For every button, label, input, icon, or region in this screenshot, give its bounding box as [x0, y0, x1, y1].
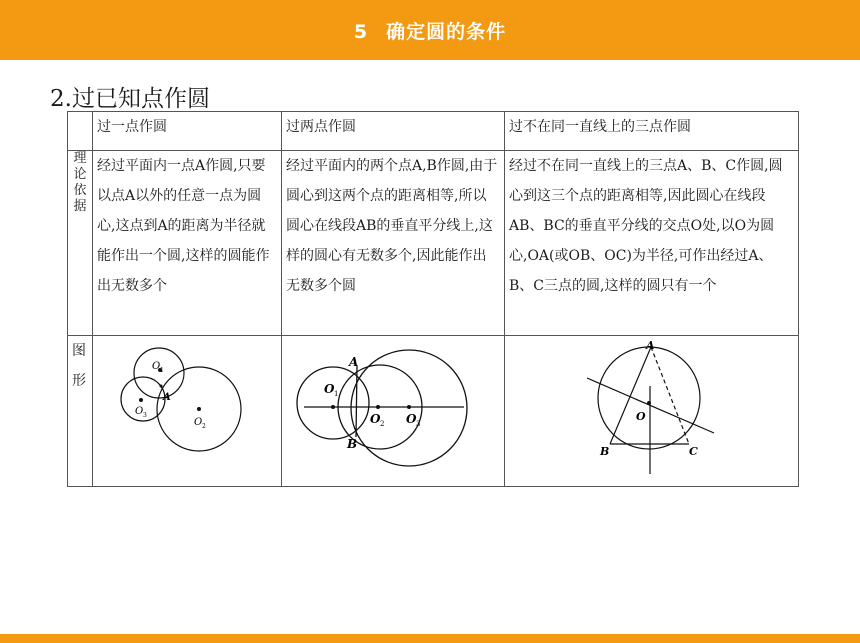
label-b: B	[347, 437, 358, 451]
label-o3: O	[135, 406, 144, 417]
figure-one-point	[97, 336, 277, 486]
label-a: A	[349, 355, 359, 369]
table-cell: 经过平面内一点A作圆,只要以点A以外的任意一点为圆心,这点到A的距离为半径就能作出一个圆,这样的圆能作出无数多个	[93, 151, 282, 336]
label-o2-sub: 2	[202, 423, 206, 430]
figure-two-points	[286, 336, 500, 486]
corner-cell	[68, 112, 93, 151]
table-cell: 经过平面内的两个点A,B作圆,由于圆心到这两个点的距离相等,所以圆心在线段AB的垂直平分线上,这样的圆心有无数多个,因此能作出无数多个圆	[282, 151, 505, 336]
table-row	[68, 336, 799, 487]
center-o1	[331, 405, 335, 409]
row-label-text: 图形	[72, 343, 86, 389]
center-o	[647, 401, 651, 405]
label-o2-sub: 2	[380, 420, 385, 428]
label-o3: O	[406, 412, 417, 426]
figure-three-points	[509, 336, 794, 486]
label-o2: O	[194, 417, 203, 428]
label-o3-sub: 3	[143, 412, 147, 419]
comparison-table	[67, 111, 799, 487]
table-cell: 经过不在同一直线上的三点A、B、C作圆,圆心到这三个点的距离相等,因此圆心在线段AB、BC的垂直平分线的交点O处,以O为圆心,OA(或OB、OC)为半径,可作出经过A、B、C三点的圆,这样的圆只有一个	[505, 151, 799, 336]
label-o3-sub: 3	[416, 420, 421, 428]
section-number: 5	[353, 20, 369, 43]
circle-o1	[297, 367, 369, 439]
column-header: 过一点作圆	[93, 112, 282, 151]
row-label-text: 理论依据	[73, 151, 87, 214]
center-o2	[376, 405, 380, 409]
label-o1-sub: 1	[334, 390, 339, 398]
label-a: A	[163, 392, 171, 403]
row-label-theory	[68, 151, 93, 336]
point-a	[160, 385, 163, 388]
header-bar	[0, 0, 860, 60]
footer-bar	[0, 634, 860, 643]
segment-ab	[356, 366, 357, 437]
label-o1-sub: 1	[160, 367, 164, 374]
center-o2	[197, 407, 201, 411]
table-row	[68, 151, 799, 336]
label-o: O	[636, 410, 646, 423]
section-heading: 2.过已知点作圆	[50, 86, 210, 112]
figure-cell	[505, 336, 799, 487]
table-header-row	[68, 112, 799, 151]
center-o3	[139, 398, 143, 402]
side-ac-dashed	[651, 347, 689, 444]
column-header: 过两点作圆	[282, 112, 505, 151]
center-o3	[407, 405, 411, 409]
label-o2: O	[370, 412, 381, 426]
figure-cell	[93, 336, 282, 487]
row-label-figure	[68, 336, 93, 487]
label-a: A	[646, 339, 655, 352]
section-name: 确定圆的条件	[386, 20, 507, 43]
label-o1: O	[324, 382, 335, 396]
page-title	[354, 17, 506, 44]
column-header: 过不在同一直线上的三点作圆	[505, 112, 799, 151]
side-ab	[610, 347, 651, 444]
label-o1: O	[152, 361, 161, 372]
label-c: C	[689, 445, 698, 458]
label-b: B	[600, 445, 610, 458]
figure-cell	[282, 336, 505, 487]
